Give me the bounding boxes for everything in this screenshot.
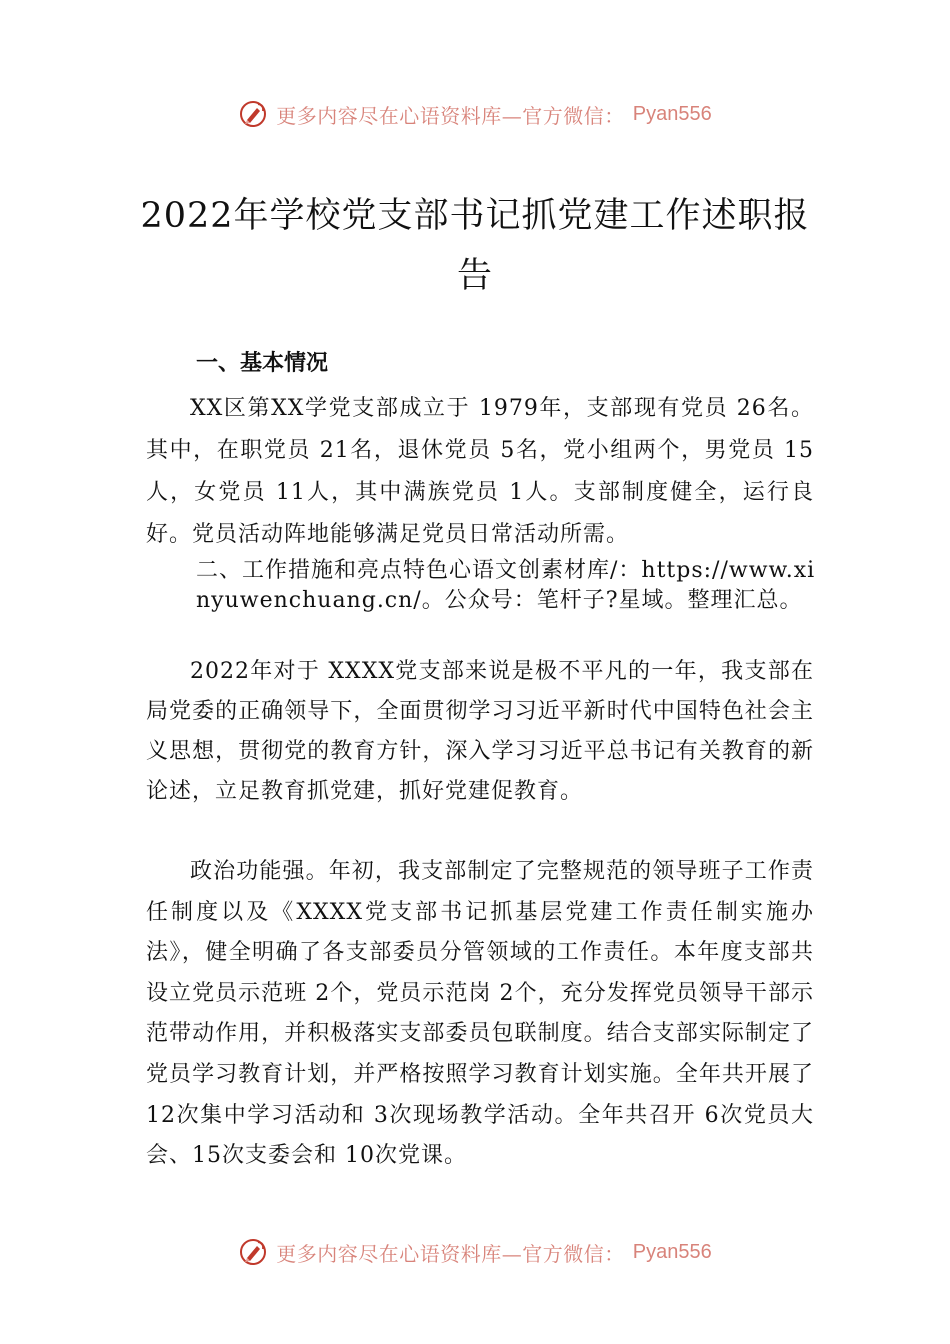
watermark-wechat-id: Pyan556 <box>632 102 712 125</box>
section-heading-basic-info: 一、基本情况 <box>196 351 329 376</box>
watermark-text: 更多内容尽在心语资料库—官方微信： <box>276 103 625 128</box>
pen-logo-icon <box>238 1237 268 1267</box>
paragraph-2022-overview: 2022年对于 XXXX党支部来说是极不平凡的一年，我支部在局党委的正确领导下，全面贯彻学习习近平新时代中国特色社会主义思想，贯彻党的教育方针，深入学习习近平总书记有关教育的新论述，立足教育抓党建，抓好党建促教育。 <box>146 659 814 804</box>
pen-logo-icon <box>238 99 268 129</box>
header-watermark <box>0 94 950 134</box>
paragraph-political-function: 政治功能强。年初，我支部制定了完整规范的领导班子工作责任制度以及《XXXX党支部书记抓基层党建工作责任制实施办法》，健全明确了各支部委员分管领域的工作责任。本年度支部共设立党员示范班 2个，党员示范岗 2个，充分发挥党员领导干部示范带动作用，并积极落实支部委员包联制度。结合支部实际制定了党员学习教育计划，并严格按照学习教育计划实施。全年共开展了 12次集中学习活动和 3次现场教学活动。全年共召开 6次党员大会、15次支委会和 10次党课。 <box>146 859 814 1169</box>
document-title: 2022年学校党支部书记抓党建工作述职报告 <box>140 196 810 296</box>
paragraph-basic-info: XX区第XX学党支部成立于 1979年，支部现有党员 26名。其中，在职党员 21名，退休党员 5名，党小组两个，男党员 15人，女党员 11人，其中满族党员 1人。支部制度健全，运行良好。党员活动阵地能够满足党员日常活动所需。 <box>146 396 814 547</box>
watermark-text: 更多内容尽在心语资料库—官方微信： <box>276 1241 625 1266</box>
footer-watermark <box>0 1232 950 1272</box>
paragraph-section2-source: 二、工作措施和亮点特色心语文创素材库/：https://www.xinyuwenchuang.cn/。公众号：笔杆子?星域。整理汇总。 <box>196 558 816 613</box>
watermark-wechat-id: Pyan556 <box>632 1240 712 1263</box>
